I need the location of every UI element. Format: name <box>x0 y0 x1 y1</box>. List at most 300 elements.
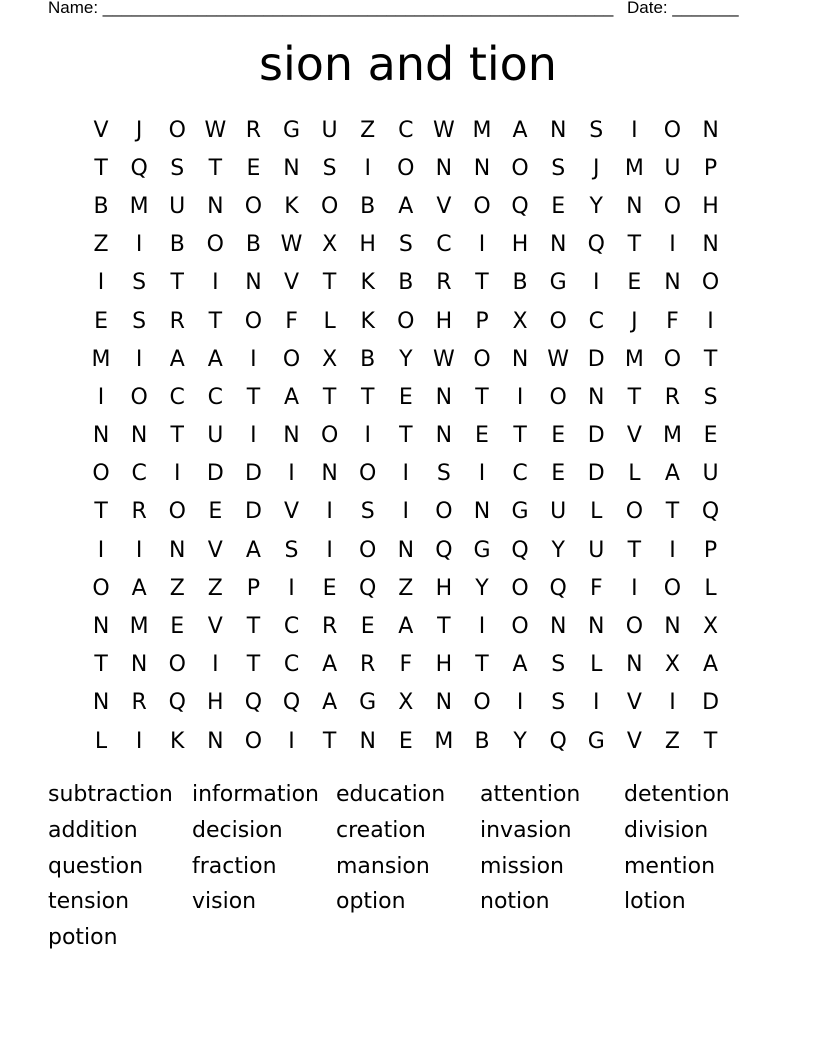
grid-letter: K <box>170 728 185 754</box>
grid-letter: I <box>669 232 676 258</box>
grid-letter: N <box>92 423 110 449</box>
grid-letter: I <box>516 690 524 716</box>
grid-letter: E <box>208 499 223 525</box>
grid-letter: N <box>473 155 491 181</box>
grid-letter: Q <box>701 499 720 525</box>
grid-letter: G <box>473 537 491 563</box>
grid-letter: X <box>703 614 719 640</box>
grid-letter: B <box>474 728 490 754</box>
grid-letter: T <box>208 155 223 181</box>
grid-letter: I <box>97 537 105 563</box>
grid-letter: A <box>703 652 719 678</box>
grid-letter: P <box>475 308 489 334</box>
grid-letter: I <box>402 461 410 487</box>
grid-letter: T <box>94 499 108 525</box>
grid-letter: K <box>284 193 299 219</box>
grid-letter: O <box>206 232 224 258</box>
grid-letter: N <box>283 155 300 181</box>
grid-letter: V <box>436 193 452 219</box>
grid-letter: F <box>399 652 413 678</box>
grid-letter: E <box>170 614 185 640</box>
grid-letter: R <box>131 690 147 716</box>
grid-letter: R <box>131 499 147 525</box>
word-list-item: vision <box>192 889 257 915</box>
grid-letter: I <box>135 537 143 563</box>
grid-letter: O <box>282 346 301 372</box>
grid-letter: O <box>549 384 567 410</box>
grid-letter: R <box>321 614 338 640</box>
grid-letter: T <box>322 728 337 754</box>
grid-letter: S <box>132 308 147 334</box>
grid-letter: S <box>589 117 604 143</box>
grid-letter: L <box>628 461 641 487</box>
grid-letter: Q <box>549 575 567 601</box>
grid-letter: E <box>94 308 108 334</box>
grid-letter: E <box>246 155 261 181</box>
grid-letter: O <box>359 537 377 563</box>
grid-letter: S <box>398 232 413 258</box>
word-list-item: option <box>336 889 406 915</box>
word-list-item: detention <box>624 782 730 807</box>
grid-letter: W <box>547 346 570 372</box>
grid-letter: O <box>663 117 682 143</box>
grid-letter: N <box>588 614 605 640</box>
grid-letter: N <box>245 270 262 296</box>
grid-letter: U <box>664 155 681 181</box>
grid-letter: D <box>702 690 720 716</box>
grid-letter: N <box>435 384 453 410</box>
grid-letter: H <box>435 308 453 334</box>
grid-letter: O <box>244 728 263 754</box>
grid-letter: M <box>129 614 149 640</box>
word-list-item: division <box>624 817 709 843</box>
word-list-item: lotion <box>624 889 686 915</box>
grid-letter: D <box>244 499 262 525</box>
grid-letter: A <box>169 346 185 372</box>
grid-letter: Y <box>399 346 413 372</box>
grid-letter: O <box>435 499 453 525</box>
grid-letter: B <box>360 193 376 219</box>
grid-letter: G <box>511 499 529 525</box>
word-list-item: notion <box>480 889 550 915</box>
grid-letter: X <box>512 308 528 334</box>
grid-letter: T <box>513 423 527 449</box>
grid-letter: M <box>129 193 149 219</box>
grid-letter: T <box>475 652 489 678</box>
grid-letter: A <box>664 461 680 487</box>
grid-letter: O <box>168 117 186 143</box>
word-list-item: addition <box>48 817 138 843</box>
word-list-item: mansion <box>336 853 430 879</box>
word-list-item: creation <box>336 817 426 843</box>
grid-letter: O <box>168 499 186 525</box>
grid-letter: I <box>97 384 105 410</box>
grid-letter: F <box>285 308 298 334</box>
grid-letter: T <box>246 652 261 678</box>
grid-letter: N <box>92 690 110 716</box>
grid-letter: D <box>587 346 605 372</box>
grid-letter: I <box>669 537 676 563</box>
grid-letter: I <box>364 423 371 449</box>
grid-letter: O <box>244 308 263 334</box>
grid-letter: V <box>626 728 642 754</box>
grid-letter: E <box>322 575 337 601</box>
grid-letter: N <box>626 193 643 219</box>
grid-letter: O <box>92 461 110 487</box>
grid-letter: R <box>360 652 376 678</box>
grid-letter: T <box>703 346 718 372</box>
grid-letter: R <box>664 384 681 410</box>
grid-letter: B <box>245 232 261 258</box>
grid-letter: I <box>97 270 105 296</box>
grid-letter: F <box>666 308 679 334</box>
grid-letter: A <box>322 690 338 716</box>
letter-grid <box>82 111 730 760</box>
grid-letter: N <box>549 117 567 143</box>
word-list-item: tension <box>48 889 130 915</box>
grid-letter: X <box>322 346 338 372</box>
grid-letter: O <box>397 308 415 334</box>
grid-letter: T <box>627 232 642 258</box>
word-list-item: attention <box>480 782 581 807</box>
grid-letter: X <box>398 690 414 716</box>
grid-letter: Z <box>664 728 680 754</box>
grid-letter: P <box>703 155 718 181</box>
grid-letter: I <box>364 155 371 181</box>
grid-letter: C <box>283 614 300 640</box>
grid-letter: J <box>631 308 638 334</box>
grid-letter: Q <box>511 537 529 563</box>
word-list-item: education <box>336 782 446 807</box>
grid-letter: T <box>322 270 337 296</box>
grid-letter: T <box>437 614 451 640</box>
grid-letter: J <box>593 155 600 181</box>
grid-letter: E <box>551 423 566 449</box>
grid-letter: E <box>551 461 566 487</box>
grid-letter: N <box>702 232 719 258</box>
grid-letter: H <box>435 575 453 601</box>
grid-letter: Q <box>130 155 148 181</box>
grid-letter: C <box>398 117 414 143</box>
grid-letter: Q <box>587 232 605 258</box>
grid-letter: A <box>512 117 528 143</box>
grid-letter: R <box>169 308 185 334</box>
grid-letter: B <box>93 193 109 219</box>
name-field: Name: ______________________________________________________ <box>48 0 614 17</box>
grid-letter: R <box>245 117 262 143</box>
grid-letter: M <box>472 117 492 143</box>
grid-letter: U <box>588 537 605 563</box>
grid-letter: N <box>664 270 681 296</box>
grid-letter: T <box>360 384 375 410</box>
grid-letter: T <box>399 423 413 449</box>
grid-letter: N <box>169 537 186 563</box>
grid-letter: I <box>326 499 333 525</box>
grid-letter: B <box>398 270 414 296</box>
grid-letter: Y <box>589 193 603 219</box>
grid-letter: M <box>434 728 454 754</box>
grid-letter: Z <box>93 232 109 258</box>
grid-letter: J <box>135 117 143 143</box>
grid-letter: G <box>359 690 377 716</box>
grid-letter: E <box>360 614 375 640</box>
grid-letter: I <box>631 117 638 143</box>
grid-letter: W <box>204 117 227 143</box>
grid-letter: N <box>588 384 605 410</box>
grid-letter: C <box>207 384 224 410</box>
grid-letter: V <box>283 270 300 296</box>
grid-letter: E <box>551 193 566 219</box>
grid-letter: V <box>207 537 223 563</box>
grid-letter: A <box>131 575 147 601</box>
grid-letter: Q <box>244 690 263 716</box>
grid-letter: Q <box>168 690 186 716</box>
grid-letter: I <box>631 575 638 601</box>
grid-letter: O <box>359 461 377 487</box>
grid-letter: S <box>551 652 566 678</box>
grid-letter: U <box>321 117 338 143</box>
grid-letter: N <box>511 346 529 372</box>
grid-letter: I <box>593 690 600 716</box>
grid-letter: Y <box>513 728 527 754</box>
grid-letter: T <box>627 537 642 563</box>
grid-letter: N <box>626 652 643 678</box>
grid-letter: K <box>360 308 375 334</box>
grid-letter: I <box>135 232 143 258</box>
grid-letter: O <box>320 423 339 449</box>
grid-letter: O <box>168 652 186 678</box>
grid-letter: T <box>246 384 261 410</box>
grid-letter: L <box>590 499 603 525</box>
grid-letter: S <box>436 461 451 487</box>
grid-letter: L <box>590 652 603 678</box>
grid-letter: V <box>626 423 642 449</box>
grid-letter: A <box>398 614 414 640</box>
grid-letter: K <box>360 270 375 296</box>
grid-letter: T <box>246 614 261 640</box>
grid-letter: D <box>587 423 605 449</box>
grid-letter: A <box>512 652 528 678</box>
word-list-item: invasion <box>480 817 572 843</box>
grid-letter: O <box>625 614 644 640</box>
grid-letter: Z <box>360 117 376 143</box>
grid-letter: V <box>207 614 223 640</box>
grid-letter: Z <box>169 575 185 601</box>
grid-letter: Q <box>549 728 567 754</box>
grid-letter: P <box>246 575 261 601</box>
grid-letter: I <box>173 461 181 487</box>
grid-letter: G <box>549 270 567 296</box>
grid-letter: N <box>130 423 148 449</box>
grid-letter: I <box>326 537 333 563</box>
grid-letter: I <box>593 270 600 296</box>
grid-letter: S <box>322 155 337 181</box>
grid-letter: G <box>587 728 605 754</box>
grid-letter: T <box>475 384 489 410</box>
grid-letter: A <box>283 384 300 410</box>
grid-letter: B <box>360 346 376 372</box>
grid-letter: N <box>283 423 300 449</box>
grid-letter: E <box>398 728 413 754</box>
grid-letter: E <box>703 423 718 449</box>
grid-letter: S <box>551 155 566 181</box>
grid-letter: S <box>132 270 147 296</box>
grid-letter: W <box>280 232 303 258</box>
grid-letter: O <box>549 308 567 334</box>
grid-letter: N <box>435 155 453 181</box>
grid-letter: Z <box>398 575 414 601</box>
grid-letter: T <box>94 155 108 181</box>
grid-letter: C <box>588 308 604 334</box>
grid-letter: C <box>512 461 528 487</box>
grid-letter: R <box>436 270 452 296</box>
grid-letter: I <box>402 499 410 525</box>
grid-letter: T <box>208 308 223 334</box>
grid-letter: X <box>664 652 680 678</box>
grid-letter: M <box>91 346 111 372</box>
word-list-item: question <box>48 853 144 879</box>
grid-letter: E <box>475 423 489 449</box>
grid-letter: V <box>283 499 300 525</box>
grid-letter: W <box>433 117 455 143</box>
grid-letter: S <box>703 384 718 410</box>
grid-letter: Q <box>359 575 377 601</box>
word-list-item: information <box>192 782 319 807</box>
grid-letter: Q <box>282 690 301 716</box>
grid-letter: Q <box>435 537 453 563</box>
grid-letter: I <box>250 346 257 372</box>
grid-letter: M <box>624 155 644 181</box>
grid-letter: U <box>169 193 186 219</box>
grid-letter: F <box>589 575 603 601</box>
word-list-item: mention <box>624 853 716 879</box>
grid-letter: C <box>283 652 300 678</box>
word-list <box>48 777 768 956</box>
grid-letter: T <box>94 652 108 678</box>
grid-letter: G <box>282 117 301 143</box>
grid-letter: B <box>169 232 185 258</box>
grid-letter: S <box>551 690 566 716</box>
grid-letter: T <box>170 423 184 449</box>
grid-letter: O <box>511 614 529 640</box>
grid-letter: N <box>435 423 453 449</box>
grid-letter: T <box>170 270 184 296</box>
grid-letter: A <box>322 652 338 678</box>
grid-letter: I <box>212 270 219 296</box>
grid-letter: T <box>665 499 680 525</box>
grid-letter: N <box>397 537 415 563</box>
grid-letter: V <box>626 690 642 716</box>
grid-letter: T <box>322 384 337 410</box>
grid-letter: O <box>625 499 644 525</box>
grid-letter: N <box>549 232 567 258</box>
grid-letter: Y <box>475 575 489 601</box>
grid-letter: O <box>320 193 339 219</box>
grid-letter: Q <box>511 193 529 219</box>
grid-letter: I <box>250 423 257 449</box>
grid-letter: I <box>516 384 524 410</box>
word-list-item: mission <box>480 853 564 879</box>
grid-letter: A <box>245 537 261 563</box>
grid-letter: I <box>478 461 486 487</box>
grid-letter: O <box>663 193 682 219</box>
grid-letter: L <box>323 308 336 334</box>
grid-letter: O <box>701 270 720 296</box>
grid-letter: O <box>130 384 148 410</box>
grid-letter: T <box>627 384 642 410</box>
grid-letter: M <box>662 423 682 449</box>
grid-letter: V <box>93 117 109 143</box>
grid-letter: H <box>702 193 719 219</box>
grid-letter: O <box>473 193 491 219</box>
grid-letter: O <box>397 155 415 181</box>
grid-letter: O <box>244 193 263 219</box>
grid-letter: I <box>135 346 143 372</box>
grid-letter: A <box>207 346 223 372</box>
grid-letter: A <box>398 193 414 219</box>
page-title: sion and tion <box>259 37 557 91</box>
grid-letter: S <box>284 537 299 563</box>
grid-letter: I <box>478 614 486 640</box>
grid-letter: U <box>550 499 567 525</box>
grid-letter: I <box>288 575 295 601</box>
grid-letter: W <box>433 346 455 372</box>
grid-letter: T <box>475 270 489 296</box>
grid-letter: H <box>511 232 529 258</box>
grid-letter: N <box>359 728 376 754</box>
grid-letter: I <box>478 232 486 258</box>
grid-letter: L <box>704 575 717 601</box>
grid-letter: P <box>703 537 718 563</box>
grid-letter: S <box>170 155 185 181</box>
grid-letter: U <box>702 461 719 487</box>
grid-letter: T <box>703 728 718 754</box>
grid-letter: I <box>707 308 714 334</box>
grid-letter: N <box>549 614 567 640</box>
grid-letter: O <box>511 155 529 181</box>
grid-letter: S <box>360 499 375 525</box>
grid-letter: H <box>359 232 376 258</box>
grid-letter: B <box>512 270 528 296</box>
grid-letter: N <box>664 614 681 640</box>
grid-letter: N <box>702 117 719 143</box>
grid-letter: E <box>627 270 642 296</box>
word-list-item: decision <box>192 817 283 843</box>
grid-letter: I <box>212 652 219 678</box>
grid-letter: N <box>207 193 224 219</box>
grid-letter: N <box>473 499 491 525</box>
word-list-item: potion <box>48 925 118 951</box>
word-list-item: fraction <box>192 853 277 879</box>
grid-letter: M <box>624 346 644 372</box>
grid-letter: H <box>207 690 224 716</box>
grid-letter: D <box>206 461 224 487</box>
grid-letter: N <box>321 461 338 487</box>
grid-letter: I <box>135 728 143 754</box>
word-list-item: subtraction <box>48 782 173 807</box>
date-field: Date: _______ <box>627 0 739 17</box>
grid-letter: C <box>131 461 147 487</box>
grid-letter: I <box>669 690 676 716</box>
grid-letter: I <box>288 728 295 754</box>
grid-letter: Z <box>207 575 223 601</box>
grid-letter: O <box>473 690 491 716</box>
grid-letter: Y <box>551 537 565 563</box>
grid-letter: O <box>511 575 529 601</box>
grid-letter: I <box>288 461 295 487</box>
grid-letter: D <box>244 461 262 487</box>
grid-letter: L <box>94 728 108 754</box>
